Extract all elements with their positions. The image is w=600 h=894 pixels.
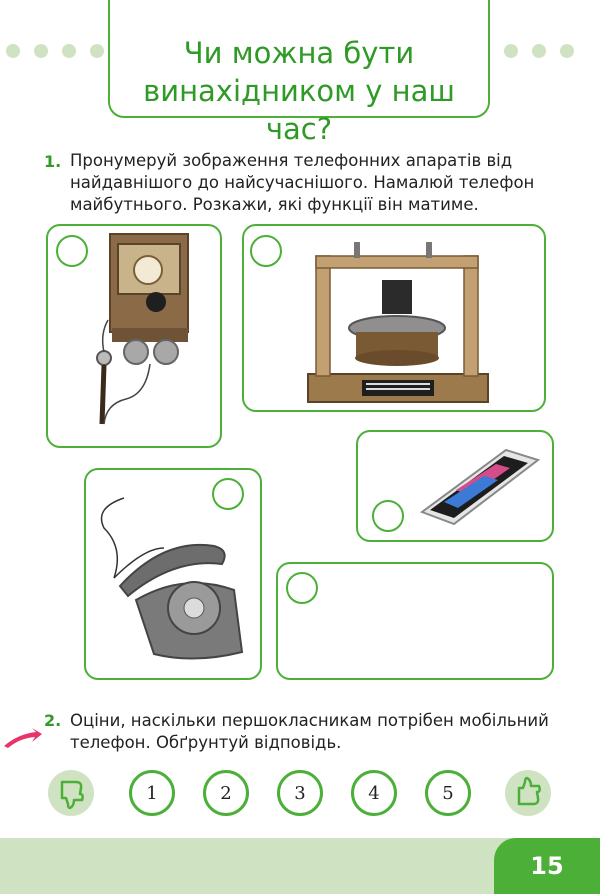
decor-dot [560,44,574,58]
task-2-line: телефон. Обґрунтуй відповідь. [70,733,342,752]
thumbs-up-glyph [505,770,551,816]
wall-phone-image [46,224,222,448]
decor-dot [34,44,48,58]
thumbs-down-icon[interactable] [48,770,94,816]
title-line-2: винахідником у наш час? [143,74,455,146]
drawing-area-future-phone[interactable] [276,562,554,680]
rating-button-3[interactable]: 3 [277,770,323,816]
decor-dot [532,44,546,58]
task-1-line: Пронумеруй зображення телефонних апаратів від [70,151,513,170]
task-2-line: Оціни, наскільки першокласникам потрібен мобільний [70,711,549,730]
decor-dot [90,44,104,58]
decor-dot [504,44,518,58]
thumbs-up-icon[interactable] [505,770,551,816]
task-2-number: 2. [44,711,62,730]
bell-phone-image [242,224,546,412]
decor-dots-left [6,44,104,58]
page-title [108,34,490,148]
decor-dot [62,44,76,58]
task-1-text [70,150,534,216]
task-2-text [70,710,549,754]
task-1-line: майбутнього. Розкажи, які функції він матиме. [70,195,479,214]
decor-dot [6,44,20,58]
decor-dots-right [504,44,574,58]
rating-button-1[interactable]: 1 [129,770,175,816]
rating-button-2[interactable]: 2 [203,770,249,816]
title-line-1: Чи можна бути [183,36,415,70]
page-number: 15 [494,838,600,894]
smartphone-image [356,430,554,542]
thumbs-down-glyph [48,770,94,816]
task-1-number: 1. [44,152,62,171]
rotary-phone-image [84,468,262,680]
number-circle[interactable] [286,572,318,604]
rating-button-4[interactable]: 4 [351,770,397,816]
task-1-line: найдавнішого до найсучаснішого. Намалюй телефон [70,173,535,192]
arrow-icon [2,726,42,750]
rating-button-5[interactable]: 5 [425,770,471,816]
